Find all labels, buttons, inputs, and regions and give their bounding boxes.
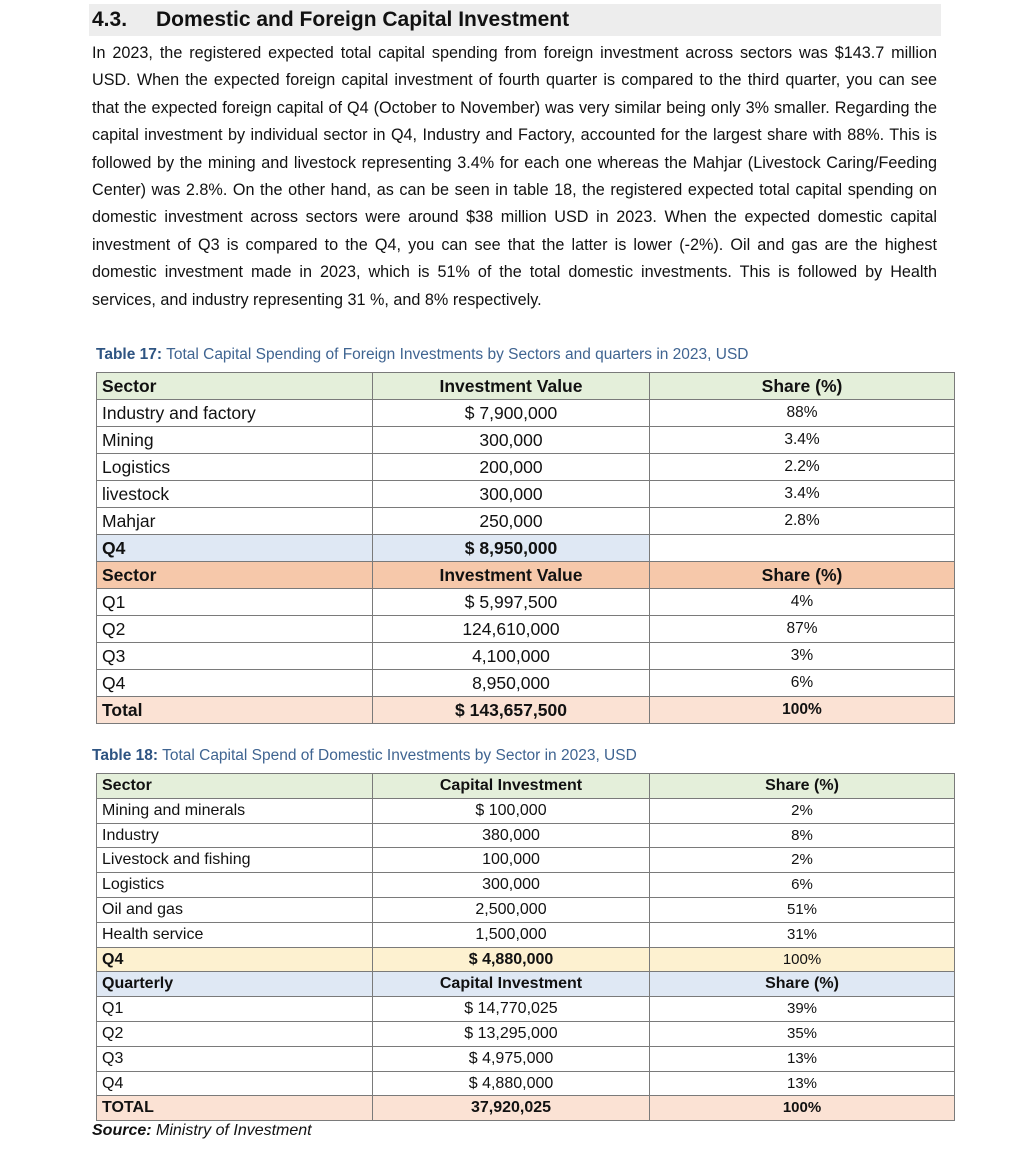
share-cell: 39% [650, 997, 955, 1022]
sector-cell: Health service [97, 922, 373, 947]
header-cell: Capital Investment [373, 774, 650, 799]
table-row [97, 400, 955, 427]
table17-total-row [97, 697, 955, 724]
table18-header2-row [97, 972, 955, 997]
table-row [97, 922, 955, 947]
share-cell: 6% [650, 873, 955, 898]
total-value-cell: 37,920,025 [373, 1096, 650, 1121]
source-label: Source: [92, 1122, 152, 1139]
share-cell: 4% [650, 589, 955, 616]
quarter-cell: Q1 [97, 997, 373, 1022]
share-cell: 3.4% [650, 427, 955, 454]
table-row [97, 997, 955, 1022]
share-cell: 31% [650, 922, 955, 947]
q4-share-cell [650, 535, 955, 562]
section-paragraph: In 2023, the registered expected total capital spending from foreign investment across sectors was $143.7 million USD. When the expected foreign capital investment of fourth quarter is compared to the third quarter, you can see that the expected foreign capital of Q4 (October to November) was very similar being only 3% smaller. Regarding the capital investment by individual sector in Q4, Industry and Factory, accounted for the largest share with 88%. This is followed by the mining and livestock representing 3.4% for each one whereas the Mahjar (Livestock Caring/Feeding Center) was 2.8%. On the other hand, as can be seen in table 18, the registered expected total capital spending on domestic investment across sectors were around $38 million USD in 2023. When the expected domestic capital investment of Q3 is compared to the Q4, you can see that the latter is lower (-2%). Oil and gas are the highest domestic investment made in 2023, which is 51% of the total domestic investments. This is followed by Health services, and industry representing 31 %, and 8% respectively. [92, 44, 937, 309]
header-cell: Sector [97, 774, 373, 799]
table17-caption-text: Total Capital Spending of Foreign Investments by Sectors and quarters in 2023, USD [162, 346, 749, 363]
q4-label-cell: Q4 [97, 947, 373, 972]
q4-value-cell: $ 4,880,000 [373, 947, 650, 972]
share-cell: 3.4% [650, 481, 955, 508]
table-row [97, 1046, 955, 1071]
total-label-cell: TOTAL [97, 1096, 373, 1121]
share-cell: 35% [650, 1021, 955, 1046]
value-cell: 380,000 [373, 823, 650, 848]
table-row [97, 454, 955, 481]
header-cell: Investment Value [373, 562, 650, 589]
quarter-cell: Q4 [97, 1071, 373, 1096]
value-cell: 2,500,000 [373, 897, 650, 922]
value-cell: $ 4,880,000 [373, 1071, 650, 1096]
sector-cell: Logistics [97, 454, 373, 481]
table-row [97, 508, 955, 535]
share-cell: 6% [650, 670, 955, 697]
table18-caption-label: Table 18: [92, 747, 159, 764]
header-cell: Share (%) [650, 972, 955, 997]
value-cell: 300,000 [373, 427, 650, 454]
table-row [97, 589, 955, 616]
table-row [97, 643, 955, 670]
value-cell: $ 7,900,000 [373, 400, 650, 427]
value-cell: 300,000 [373, 873, 650, 898]
sector-cell: Mining [97, 427, 373, 454]
share-cell: 2.2% [650, 454, 955, 481]
q4-share-cell: 100% [650, 947, 955, 972]
sector-cell: Industry and factory [97, 400, 373, 427]
total-share-cell: 100% [650, 697, 955, 724]
table-row [97, 481, 955, 508]
value-cell: 200,000 [373, 454, 650, 481]
header-cell: Share (%) [650, 774, 955, 799]
header-cell: Sector [97, 562, 373, 589]
header-cell: Share (%) [650, 562, 955, 589]
share-cell: 2.8% [650, 508, 955, 535]
table17-caption [96, 346, 749, 364]
share-cell: 87% [650, 616, 955, 643]
header-cell: Capital Investment [373, 972, 650, 997]
q4-value-cell: $ 8,950,000 [373, 535, 650, 562]
table-row [97, 798, 955, 823]
share-cell: 3% [650, 643, 955, 670]
quarter-cell: Q3 [97, 1046, 373, 1071]
table17-header-row [97, 373, 955, 400]
value-cell: 124,610,000 [373, 616, 650, 643]
q4-label-cell: Q4 [97, 535, 373, 562]
table17-header2-row [97, 562, 955, 589]
table-row [97, 670, 955, 697]
table18 [96, 773, 955, 1121]
header-cell: Investment Value [373, 373, 650, 400]
table18-caption [92, 747, 637, 765]
header-cell: Sector [97, 373, 373, 400]
table-row [97, 1021, 955, 1046]
table18-header-row [97, 774, 955, 799]
table18-total-row [97, 1096, 955, 1121]
share-cell: 88% [650, 400, 955, 427]
table17-caption-label: Table 17: [96, 346, 163, 363]
value-cell: $ 5,997,500 [373, 589, 650, 616]
total-value-cell: $ 143,657,500 [373, 697, 650, 724]
quarter-cell: Q4 [97, 670, 373, 697]
share-cell: 8% [650, 823, 955, 848]
quarter-cell: Q2 [97, 616, 373, 643]
value-cell: 300,000 [373, 481, 650, 508]
value-cell: $ 4,975,000 [373, 1046, 650, 1071]
table-row [97, 427, 955, 454]
sector-cell: Logistics [97, 873, 373, 898]
sector-cell: Livestock and fishing [97, 848, 373, 873]
sector-cell: Mining and minerals [97, 798, 373, 823]
share-cell: 13% [650, 1046, 955, 1071]
value-cell: 100,000 [373, 848, 650, 873]
quarter-cell: Q2 [97, 1021, 373, 1046]
share-cell: 13% [650, 1071, 955, 1096]
table-row [97, 616, 955, 643]
table-row [97, 848, 955, 873]
table-row [97, 1071, 955, 1096]
quarter-cell: Q3 [97, 643, 373, 670]
source-note [92, 1122, 312, 1140]
value-cell: 1,500,000 [373, 922, 650, 947]
header-cell: Quarterly [97, 972, 373, 997]
share-cell: 51% [650, 897, 955, 922]
table-row [97, 873, 955, 898]
total-share-cell: 100% [650, 1096, 955, 1121]
sector-cell: Oil and gas [97, 897, 373, 922]
quarter-cell: Q1 [97, 589, 373, 616]
table-row [97, 897, 955, 922]
section-title: Domestic and Foreign Capital Investment [156, 8, 570, 31]
table17-q4-row [97, 535, 955, 562]
share-cell: 2% [650, 798, 955, 823]
table18-q4-row [97, 947, 955, 972]
sector-cell: livestock [97, 481, 373, 508]
sector-cell: Mahjar [97, 508, 373, 535]
section-heading [89, 4, 941, 36]
value-cell: $ 100,000 [373, 798, 650, 823]
value-cell: 250,000 [373, 508, 650, 535]
table17 [96, 372, 955, 724]
value-cell: $ 14,770,025 [373, 997, 650, 1022]
source-text: Ministry of Investment [151, 1122, 312, 1139]
value-cell: 8,950,000 [373, 670, 650, 697]
value-cell: $ 13,295,000 [373, 1021, 650, 1046]
total-label-cell: Total [97, 697, 373, 724]
table-row [97, 823, 955, 848]
value-cell: 4,100,000 [373, 643, 650, 670]
sector-cell: Industry [97, 823, 373, 848]
table18-caption-text: Total Capital Spend of Domestic Investments by Sector in 2023, USD [158, 747, 637, 764]
header-cell: Share (%) [650, 373, 955, 400]
section-number: 4.3. [92, 8, 128, 31]
share-cell: 2% [650, 848, 955, 873]
